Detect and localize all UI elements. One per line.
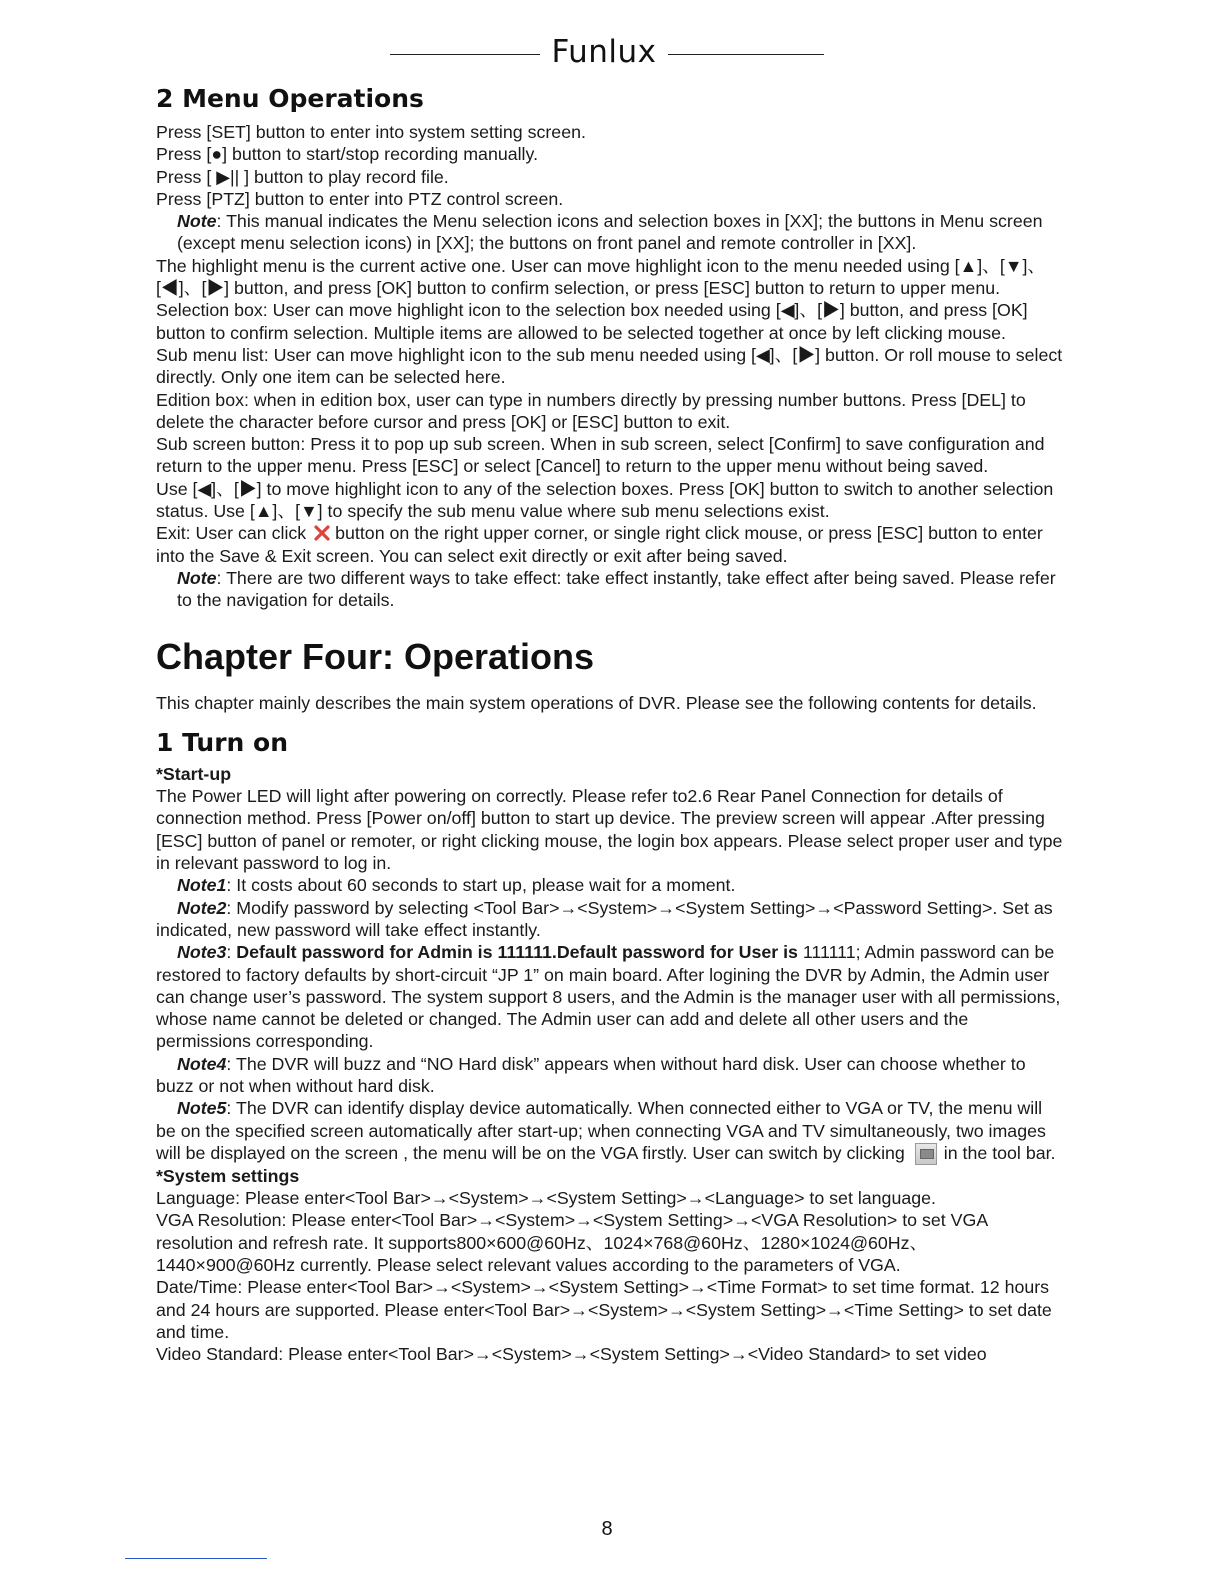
chapter-intro: This chapter mainly describes the main system operations of DVR. Please see the following contents for details.	[156, 692, 1037, 713]
note4-hard-disk	[156, 1053, 1066, 1098]
paragraph-play-button: Press [ ▶|| ] button to play record file.	[156, 166, 449, 187]
paragraph-set-button: Press [SET] button to enter into system setting screen.	[156, 122, 586, 142]
page-header	[0, 34, 1224, 74]
note1-startup-time	[156, 874, 1066, 896]
note-tail: in the tool bar.	[943, 1142, 1056, 1163]
paragraph-highlight-menu: The highlight menu is the current active one. User can move highlight icon to the menu needed using [▲]、[▼]、[◀]、[▶] button, and press [OK] button to confirm selection, or press [ESC] button to return to upper menu.	[156, 255, 1046, 299]
note-text: : This manual indicates the Menu selection icons and selection boxes in [XX]; the buttons in Menu screen (except menu selection icons) in [XX]; the buttons on front panel and remote controller in [XX].	[177, 211, 1043, 254]
page-number: 8	[601, 1518, 613, 1540]
note-label: Note4	[177, 1053, 227, 1074]
system-settings-label: *System settings	[156, 1165, 300, 1186]
note2-password	[156, 897, 1066, 942]
section-heading-menu-operations: 2 Menu Operations	[156, 84, 424, 113]
paragraph-ptz-button: Press [PTZ] button to enter into PTZ control screen.	[156, 188, 564, 209]
paragraph-record-button: Press [●] button to start/stop recording manually.	[156, 144, 539, 165]
note-menu-indications	[156, 210, 1066, 255]
note-label: Note	[177, 211, 217, 232]
brand-logo: Funlux	[551, 34, 657, 70]
note-label: Note3	[177, 942, 227, 963]
note3-default-password	[156, 941, 1066, 1052]
paragraph-exit	[156, 522, 1066, 567]
note-take-effect	[156, 567, 1066, 612]
note-label: Note	[177, 567, 217, 588]
exit-text-after: button on the right upper corner, or single right click mouse, or press [ESC] button to enter into the Save & Exit screen. You can select exit directly or exit after being saved.	[156, 523, 1043, 566]
note-text: : The DVR can identify display device automatically. When connected either to VGA or TV, the menu will be on the specified screen automatically after start-up; when connecting VGA and TV simultaneously, two images will be displayed on the screen , the menu will be on the VGA firstly. User can switch by clicking	[156, 1098, 1046, 1163]
note-text: : Modify password by selecting <Tool Bar>→<System>→<System Setting>→<Password Setting>. Set as indicated, new password will take effect instantly.	[156, 897, 1053, 940]
note-label: Note1	[177, 875, 227, 896]
paragraph-language: Language: Please enter<Tool Bar>→<System>→<System Setting>→<Language> to set language.	[156, 1188, 936, 1209]
paragraph-use-arrows: Use [◀]、[▶] to move highlight icon to any of the selection boxes. Press [OK] button to switch to another selection status. Use [▲]、[▼] to specify the sub menu value where sub menu selections exist.	[156, 478, 1054, 522]
note5-display-device	[156, 1097, 1066, 1165]
paragraph-selection-box: Selection box: User can move highlight icon to the selection box needed using [◀]、[▶] button, and press [OK] button to confirm selection. Multiple items are allowed to be selected together at once by left clicking mouse.	[156, 300, 1028, 343]
section-heading-turn-on: 1 Turn on	[156, 727, 289, 757]
vga-tv-switch-icon	[915, 1143, 937, 1165]
paragraph-edition-box: Edition box: when in edition box, user can type in numbers directly by pressing number buttons. Press [DEL] to delete the character before cursor and press [OK] or [ESC] button to exit.	[156, 389, 1026, 432]
chapter-heading: Chapter Four: Operations	[156, 635, 595, 677]
note-label: Note2	[177, 897, 227, 918]
paragraph-video-standard: Video Standard: Please enter<Tool Bar>→<System>→<System Setting>→<Video Standard> to set video	[156, 1344, 987, 1365]
close-x-icon	[313, 524, 331, 542]
note-text: 111111; Admin password can be restored to factory defaults by short-circuit “JP 1” on main board. After logining the DVR by Admin, the Admin user can change user’s password. The system support 8 users, and the Admin is the manager user with all permissions, whose name cannot be deleted or changed. The Admin user can add and delete all other users and the permissions corresponding.	[156, 942, 1061, 1052]
header-rule-left	[390, 54, 540, 55]
footer-link-line	[125, 1558, 267, 1559]
paragraph-sub-menu-list: Sub menu list: User can move highlight icon to the sub menu needed using [◀]、[▶] button. Or roll mouse to select directly. Only one item can be selected here.	[156, 344, 1063, 388]
page-content	[156, 84, 1066, 1366]
paragraph-startup: The Power LED will light after powering on correctly. Please refer to2.6 Rear Panel Connection for details of connection method. Press [Power on/off] button to start up device. The preview screen will appear .After pressing [ESC] button of panel or remoter, or right clicking mouse, the login box appears. Please select proper user and type in relevant password to log in.	[156, 786, 1063, 874]
header-rule-right	[668, 54, 824, 55]
exit-text-before: Exit: User can click	[156, 523, 307, 544]
note-colon: :	[226, 942, 237, 963]
paragraph-sub-screen-button: Sub screen button: Press it to pop up sub screen. When in sub screen, select [Confirm] to save configuration and return to the upper menu. Press [ESC] or select [Cancel] to return to the upper menu without being saved.	[156, 434, 1045, 477]
paragraph-vga-resolution: VGA Resolution: Please enter<Tool Bar>→<System>→<System Setting>→<VGA Resolution> to set VGA resolution and refresh rate. It supports800×600@60Hz、1024×768@60Hz、1280×1024@60Hz、1440×900@60Hz currently. Please select relevant values according to the parameters of VGA.	[156, 1210, 988, 1276]
paragraph-date-time: Date/Time: Please enter<Tool Bar>→<System>→<System Setting>→<Time Format> to set time format. 12 hours and 24 hours are supported. Please enter<Tool Bar>→<System>→<System Setting>→<Time Setting> to set date and time.	[156, 1277, 1052, 1342]
startup-label: *Start-up	[156, 763, 232, 784]
note-text: : There are two different ways to take effect: take effect instantly, take effect after being saved. Please refer to the navigation for details.	[177, 567, 1056, 611]
note-bold-text: Default password for Admin is 111111.Default password for User is	[236, 942, 798, 963]
note-text: : The DVR will buzz and “NO Hard disk” appears when without hard disk. User can choose whether to buzz or not when without hard disk.	[156, 1053, 1026, 1096]
note-text: : It costs about 60 seconds to start up, please wait for a moment.	[226, 875, 736, 896]
note-label: Note5	[177, 1098, 227, 1119]
